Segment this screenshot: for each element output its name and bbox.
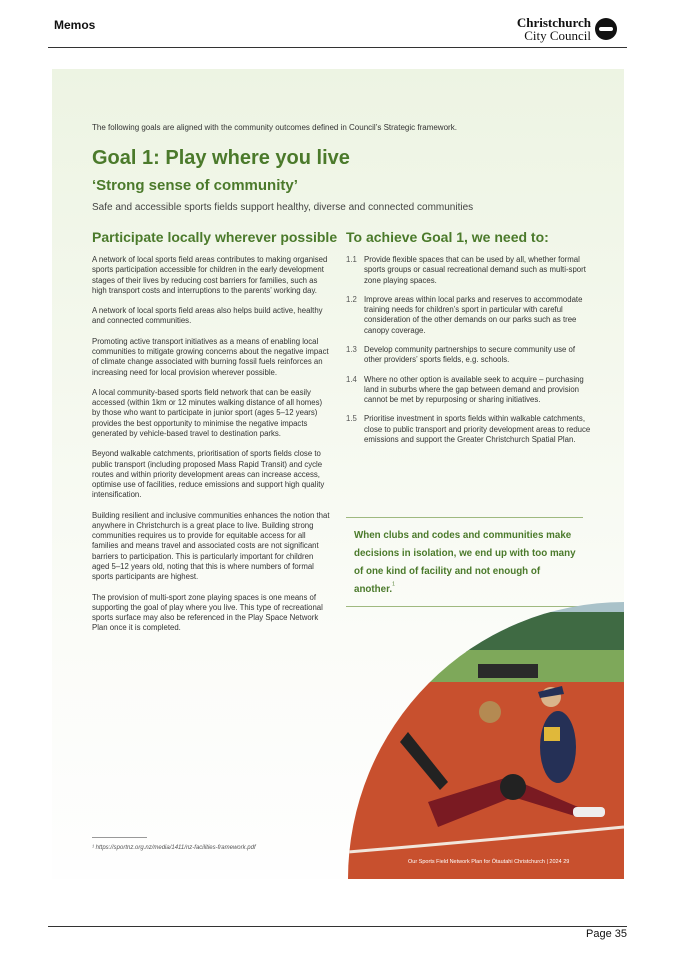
footer-divider — [48, 926, 627, 927]
right-column — [346, 229, 591, 454]
action-item — [346, 255, 591, 286]
council-logo — [517, 16, 617, 42]
pull-quote — [346, 517, 583, 607]
left-column — [92, 229, 338, 644]
logo-line-2: City Council — [524, 28, 591, 43]
footnote: ¹ https://sportnz.org.nz/media/1411/nz-facilities-framework.pdf — [92, 845, 256, 851]
action-text: Provide flexible spaces that can be used by all, whether formal sports groups or casual recreational demand such as multi-sport zone playing spaces. — [364, 255, 586, 285]
header-title: Memos — [54, 18, 96, 32]
page-number: Page 35 — [586, 928, 627, 940]
paragraph: A network of local sports field areas contributes to making organised sports participation accessible for children in the early development stages of their lives by reducing cost barriers for families, such as high transport costs and interruptions to the parents’ working day. — [92, 255, 328, 295]
footnote-divider — [92, 837, 147, 838]
header-divider — [48, 47, 627, 48]
action-number: 1.2 — [346, 294, 357, 304]
pull-quote-text: When clubs and codes and communities make decisions in isolation, we end up with too many of one kind of facility and not enough of another. — [354, 530, 576, 595]
paragraph: The provision of multi-sport zone playing spaces is one means of supporting the goal of play where you live. This type of recreational sports surface may also be referenced in the Play Space Network Plan once it is completed. — [92, 592, 323, 633]
softball-photo — [348, 602, 624, 879]
action-text: Improve areas within local parks and reserves to accommodate training needs for children’s sport in particular with careful consideration of the other demands on our parks such as tree canopy coverage. — [364, 294, 583, 335]
action-number: 1.5 — [346, 414, 357, 424]
goal-description: Safe and accessible sports fields support healthy, diverse and connected communities — [92, 202, 474, 213]
photo-caption: Our Sports Field Network Plan for Ōtautahi Christchurch | 2024 29 — [408, 859, 570, 865]
action-item — [346, 295, 591, 336]
action-item — [346, 375, 591, 406]
left-heading: Participate locally wherever possible — [92, 229, 338, 245]
paragraph: Promoting active transport initiatives as a means of enabling local communities to mitigate growing concerns about the negative impact of climate change associated with burning fossil fuels reinforces an increasing need for local provision wherever possible. — [92, 336, 329, 377]
right-heading: To achieve Goal 1, we need to: — [346, 229, 549, 245]
action-item — [346, 345, 591, 366]
softball-photo-image — [348, 602, 624, 879]
paragraph: Beyond walkable catchments, prioritisation of sports fields close to public transport (including proposed Mass Rapid Transit) and cycle routes and within priority development areas can increase access, optimise use of facilities, reduce emissions and support high quality intensification. — [92, 449, 325, 500]
logo-line-1: Christchurch — [516, 15, 591, 30]
paragraph: A local community-based sports field network that can be easily accessed (within 1km or 12 minutes walking distance of all homes) by those who want to participate in junior sport (ages 5–12 years) provides the best opportunity to minimise the negative impacts generated by vehicle-based travel to destination parks. — [92, 387, 323, 438]
goal-title: Goal 1: Play where you live — [92, 147, 350, 169]
footnote-marker: 1 — [392, 581, 395, 588]
action-number: 1.1 — [346, 255, 357, 264]
document-panel — [52, 69, 624, 879]
goal-subtitle: ‘Strong sense of community’ — [92, 177, 298, 194]
action-text: Develop community partnerships to secure community use of other providers’ sports fields, e.g. schools. — [364, 344, 576, 365]
council-emblem-icon — [595, 18, 617, 40]
paragraph: Building resilient and inclusive communities enhances the notion that anywhere in Christchurch is a great place to live. Building strong communities requires us to provide for equitable access for all families and means travel and associated costs are not significant barriers to participation. This is particularly important for children aged 5–12 years old, noting that this is where numbers of formal sports participants are highest. — [92, 510, 330, 582]
action-number: 1.4 — [346, 374, 357, 384]
action-text: Prioritise investment in sports fields within walkable catchments, close to public transport and priority development areas to reduce emissions and support the Greater Christchurch Spatial Plan. — [364, 414, 591, 444]
action-text: Where no other option is available seek to acquire – purchasing land in suburbs where the gap between demand and provision cannot be met by repurposing or sharing initiatives. — [364, 374, 584, 405]
intro-text: The following goals are aligned with the community outcomes defined in Council’s Strategic framework. — [92, 123, 457, 132]
action-item — [346, 414, 591, 445]
action-number: 1.3 — [346, 344, 357, 354]
paragraph: A network of local sports field areas also helps build active, healthy and connected communities. — [92, 306, 323, 326]
